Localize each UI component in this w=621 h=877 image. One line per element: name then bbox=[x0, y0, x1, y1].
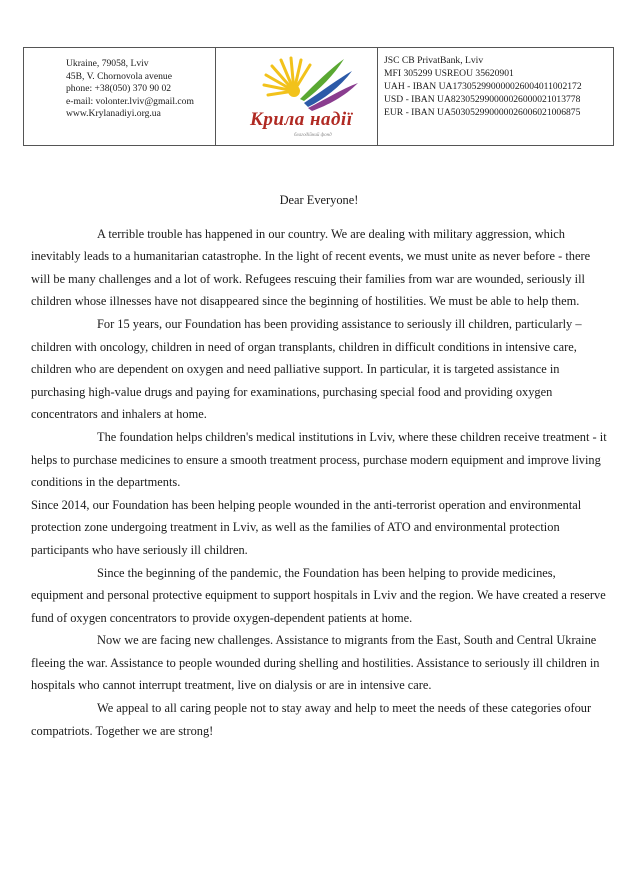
paragraph-appeal: We appeal to all caring people not to stay away and help to meet the needs of these categories ofour compatriots. Together we are strong! bbox=[31, 701, 592, 738]
email-line: e-mail: volonter.lviv@gmail.com bbox=[66, 95, 194, 107]
bank-name-line: JSC CB PrivatBank, Lviv bbox=[384, 55, 484, 66]
street-line: 45B, V. Chornovola avenue bbox=[66, 70, 172, 82]
letter-body bbox=[31, 189, 607, 742]
paragraph-since-2014: Since 2014, our Foundation has been helping people wounded in the anti-terrorist operation and environmental protection zone undergoing treatment in Lviv, as well as the families of ATO and environmental protection participants who have seriously ill children. bbox=[31, 497, 582, 557]
paragraph-foundation-history: For 15 years, our Foundation has been providing assistance to seriously ill children, particularly – children with oncology, children in need of organ transplants, children in difficult conditions in intensive care, children who are dependent on oxygen and need palliative support. In particular, it is targeted assistance in purchasing high-value drugs and paying for examinations, purchasing special food and providing oxygen concentrators and inhalers at home. bbox=[31, 316, 582, 422]
address-line: Ukraine, 79058, Lviv bbox=[66, 58, 149, 69]
iban-usd-line: USD - IBAN UA823052990000026000021013778 bbox=[384, 94, 581, 105]
sun-wings-icon bbox=[234, 53, 364, 113]
iban-uah-line: UAH - IBAN UA173052990000026004011002172 bbox=[384, 81, 582, 92]
bank-details-block bbox=[384, 54, 612, 119]
logo-tagline: благодійний фонд bbox=[294, 133, 332, 138]
foundation-logo bbox=[234, 53, 364, 141]
phone-line: phone: +38(050) 370 90 02 bbox=[66, 83, 172, 95]
iban-eur-line: EUR - IBAN UA503052990000026006021006875 bbox=[384, 107, 581, 118]
letterhead-divider-left bbox=[215, 48, 216, 145]
paragraph-medical-institutions: The foundation helps children's medical institutions in Lviv, where these children receive treatment - it helps to purchase medicines to ensure a smooth treatment process, purchase modern equipment and improve living conditions in the departments. bbox=[31, 429, 607, 490]
logo-wordmark: Крила надії bbox=[250, 109, 353, 130]
letterhead-divider-right bbox=[377, 48, 378, 145]
salutation: Dear Everyone! bbox=[279, 193, 359, 207]
paragraph-new-challenges: Now we are facing new challenges. Assistance to migrants from the East, South and Central Ukraine fleeing the war. Assistance to people wounded during shelling and hostilities. Assistance to seriously ill children in hospitals who cannot interrupt treatment, live on dialysis or are in intensive care. bbox=[31, 633, 600, 693]
paragraph-war-intro: A terrible trouble has happened in our country. We are dealing with military aggression, which inevitably leads to a humanitarian catastrophe. In the light of recent events, we must unite as never before - there will be many challenges and a lot of work. Refugees rescuing their families from war are wounded, seriously ill children whose illnesses have not disappeared since the beginning of hostilities. We must be able to help them. bbox=[31, 226, 591, 309]
letterhead bbox=[23, 47, 614, 146]
website-line: www.Krylanadiyi.org.ua bbox=[66, 108, 161, 120]
contact-block bbox=[66, 58, 214, 121]
paragraph-pandemic: Since the beginning of the pandemic, the Foundation has been helping to provide medicines, equipment and personal protective equipment to support hospitals in Lviv and the region. We have created a reserve fund of oxygen concentrators to provide oxygen-dependent patients at home. bbox=[31, 565, 606, 625]
bank-codes-line: MFI 305299 USREOU 35620901 bbox=[384, 68, 514, 79]
